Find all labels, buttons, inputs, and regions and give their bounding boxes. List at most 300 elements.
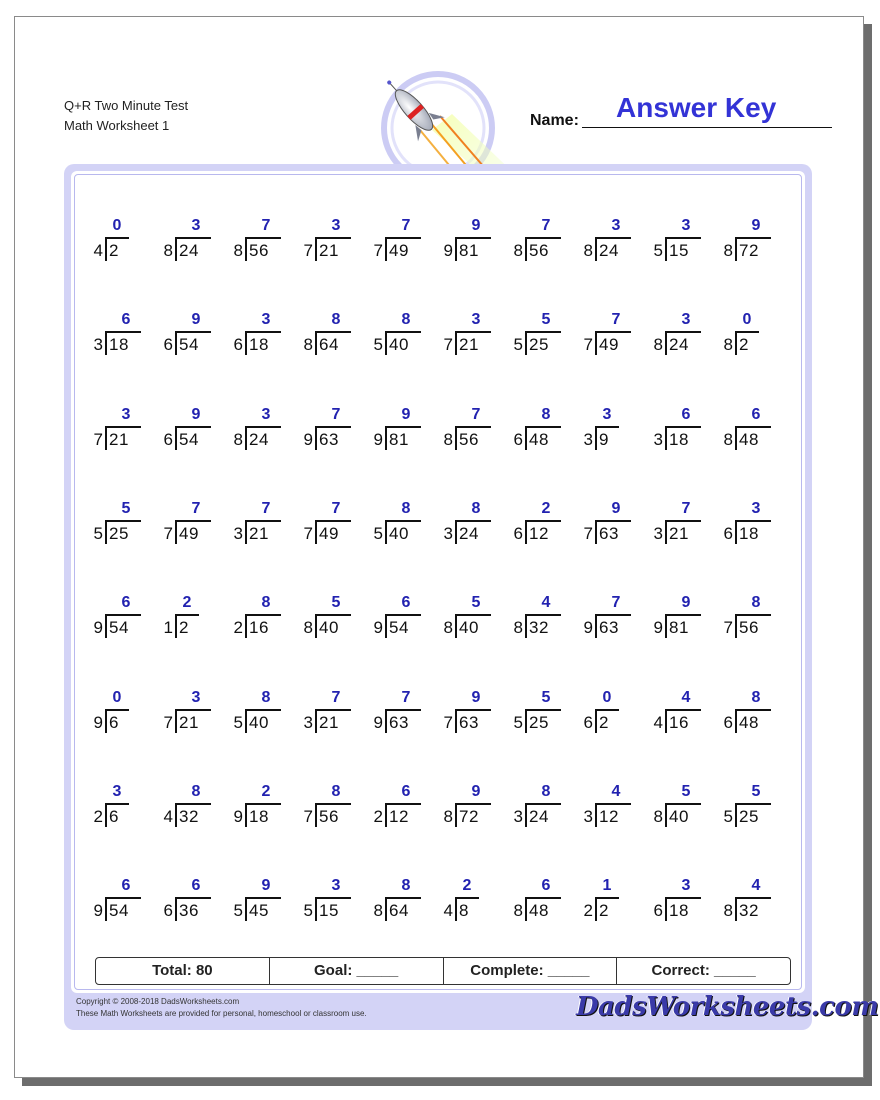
divisor: 7 — [373, 241, 383, 260]
dividend: 49 — [599, 335, 619, 355]
dividend: 63 — [599, 523, 619, 543]
copyright — [76, 996, 367, 1020]
division-problem — [299, 877, 369, 927]
divisor: 3 — [583, 806, 593, 826]
division-problem — [649, 594, 719, 644]
divisor: 8 — [513, 618, 523, 638]
quotient-answer: 0 — [742, 311, 752, 329]
dividend: 54 — [109, 618, 129, 638]
division-problem — [439, 311, 509, 361]
divisor: 7 — [93, 429, 103, 449]
division-problem — [649, 783, 719, 833]
dividend: 24 — [179, 241, 199, 260]
dividend: 15 — [669, 241, 689, 260]
quotient-answer: 9 — [751, 217, 761, 234]
division-problem — [89, 217, 159, 267]
quotient-answer: 9 — [261, 877, 271, 895]
divisor: 8 — [653, 806, 663, 826]
divisor: 9 — [93, 712, 103, 732]
dividend: 18 — [739, 523, 759, 543]
divisor: 5 — [723, 806, 733, 826]
quotient-answer: 5 — [541, 311, 551, 329]
division-problem — [579, 877, 649, 927]
quotient-answer: 6 — [121, 311, 131, 329]
divisor: 3 — [513, 806, 523, 826]
divisor: 2 — [233, 618, 243, 638]
quotient-answer: 7 — [401, 217, 411, 234]
dividend: 24 — [669, 335, 689, 355]
divisor: 5 — [513, 712, 523, 732]
problem-area — [71, 171, 805, 993]
dividend: 48 — [739, 429, 759, 449]
division-problem — [369, 500, 439, 550]
name-underline — [582, 127, 832, 128]
division-problem — [229, 783, 299, 833]
dividend: 48 — [529, 901, 549, 921]
division-problem — [719, 783, 789, 833]
quotient-answer: 3 — [602, 405, 612, 423]
dividend: 18 — [669, 901, 689, 921]
divisor: 9 — [373, 618, 383, 638]
problem-grid — [71, 171, 805, 993]
quotient-answer: 7 — [331, 499, 341, 517]
division-problem — [439, 217, 509, 267]
quotient-answer: 6 — [121, 877, 131, 895]
quotient-answer: 8 — [261, 594, 271, 612]
divisor: 6 — [653, 901, 663, 921]
dividend: 32 — [739, 901, 759, 921]
divisor: 7 — [303, 241, 313, 260]
quotient-answer: 4 — [541, 594, 551, 612]
dividend: 72 — [739, 241, 759, 260]
divisor: 8 — [163, 241, 173, 260]
brand-logo: DadsWorksheets.com — [576, 992, 879, 1022]
dividend: 64 — [389, 901, 409, 921]
quotient-answer: 9 — [681, 594, 691, 612]
dividend: 21 — [109, 429, 129, 449]
dividend: 8 — [459, 901, 469, 921]
divisor: 3 — [443, 523, 453, 543]
quotient-answer: 8 — [331, 782, 341, 800]
divisor: 5 — [513, 335, 523, 355]
division-problem — [299, 689, 369, 739]
division-problem — [579, 689, 649, 739]
division-problem — [159, 594, 229, 644]
divisor: 8 — [723, 335, 733, 355]
dividend: 12 — [529, 523, 549, 543]
score-correct[interactable]: Correct: _____ — [651, 962, 756, 979]
dividend: 54 — [389, 618, 409, 638]
dividend: 49 — [319, 523, 339, 543]
dividend: 16 — [669, 712, 689, 732]
division-problem — [299, 311, 369, 361]
divisor: 9 — [303, 429, 313, 449]
division-problem — [369, 594, 439, 644]
score-total: Total: 80 — [96, 958, 270, 984]
quotient-answer: 3 — [331, 877, 341, 895]
division-problem — [299, 500, 369, 550]
dividend: 63 — [459, 712, 479, 732]
divisor: 7 — [303, 523, 313, 543]
dividend: 40 — [459, 618, 479, 638]
divisor: 5 — [653, 241, 663, 260]
quotient-answer: 0 — [112, 217, 122, 234]
quotient-answer: 3 — [331, 217, 341, 234]
divisor: 6 — [233, 335, 243, 355]
dividend: 81 — [669, 618, 689, 638]
title-line-1: Q+R Two Minute Test — [64, 98, 189, 113]
division-problem — [229, 311, 299, 361]
quotient-answer: 9 — [471, 688, 481, 706]
dividend: 18 — [109, 335, 129, 355]
quotient-answer: 1 — [602, 877, 612, 895]
divisor: 8 — [233, 429, 243, 449]
division-problem — [649, 217, 719, 267]
quotient-answer: 0 — [602, 688, 612, 706]
quotient-answer: 8 — [401, 499, 411, 517]
dividend: 56 — [459, 429, 479, 449]
dividend: 63 — [319, 429, 339, 449]
division-problem — [719, 217, 789, 267]
quotient-answer: 0 — [112, 688, 122, 706]
divisor: 5 — [233, 712, 243, 732]
usage-notice: These Math Worksheets are provided for personal, homeschool or classroom use. — [76, 1009, 367, 1018]
quotient-answer: 9 — [611, 499, 621, 517]
division-problem — [159, 689, 229, 739]
quotient-answer: 5 — [331, 594, 341, 612]
quotient-answer: 7 — [611, 594, 621, 612]
division-problem — [229, 689, 299, 739]
quotient-answer: 9 — [191, 405, 201, 423]
quotient-answer: 8 — [751, 594, 761, 612]
divisor: 8 — [653, 335, 663, 355]
divisor: 4 — [443, 901, 453, 921]
division-problem — [369, 689, 439, 739]
divisor: 4 — [653, 712, 663, 732]
quotient-answer: 2 — [541, 499, 551, 517]
score-goal[interactable]: Goal: _____ — [270, 958, 444, 984]
dividend: 21 — [249, 523, 269, 543]
divisor: 3 — [653, 523, 663, 543]
quotient-answer: 6 — [401, 594, 411, 612]
division-problem — [439, 594, 509, 644]
quotient-answer: 3 — [191, 217, 201, 234]
quotient-answer: 3 — [681, 311, 691, 329]
quotient-answer: 3 — [751, 499, 761, 517]
quotient-answer: 6 — [401, 782, 411, 800]
quotient-answer: 3 — [611, 217, 621, 234]
quotient-answer: 3 — [191, 688, 201, 706]
dividend: 48 — [529, 429, 549, 449]
divisor: 2 — [373, 806, 383, 826]
division-problem — [439, 500, 509, 550]
quotient-answer: 4 — [611, 782, 621, 800]
dividend: 40 — [669, 806, 689, 826]
divisor: 2 — [583, 901, 593, 921]
quotient-answer: 7 — [261, 499, 271, 517]
division-problem — [509, 500, 579, 550]
division-problem — [649, 311, 719, 361]
quotient-answer: 8 — [401, 311, 411, 329]
dividend: 18 — [249, 335, 269, 355]
divisor: 3 — [93, 335, 103, 355]
dividend: 54 — [179, 335, 199, 355]
division-problem — [719, 689, 789, 739]
divisor: 6 — [723, 523, 733, 543]
division-problem — [299, 406, 369, 456]
divisor: 8 — [443, 429, 453, 449]
quotient-answer: 3 — [261, 405, 271, 423]
quotient-answer: 7 — [471, 405, 481, 423]
quotient-answer: 6 — [191, 877, 201, 895]
divisor: 5 — [373, 335, 383, 355]
quotient-answer: 8 — [471, 499, 481, 517]
dividend: 72 — [459, 806, 479, 826]
divisor: 7 — [583, 335, 593, 355]
quotient-answer: 8 — [331, 311, 341, 329]
division-problem — [89, 689, 159, 739]
divisor: 3 — [233, 523, 243, 543]
quotient-answer: 3 — [121, 405, 131, 423]
divisor: 8 — [513, 241, 523, 260]
dividend: 40 — [389, 523, 409, 543]
problem-frame — [64, 164, 879, 1030]
dividend: 18 — [249, 806, 269, 826]
dividend: 24 — [249, 429, 269, 449]
quotient-answer: 8 — [541, 782, 551, 800]
dividend: 40 — [389, 335, 409, 355]
divisor: 7 — [583, 523, 593, 543]
division-problem — [299, 594, 369, 644]
dividend: 24 — [459, 523, 479, 543]
division-problem — [719, 406, 789, 456]
division-problem — [229, 217, 299, 267]
dividend: 6 — [109, 712, 119, 732]
division-problem — [89, 783, 159, 833]
title-line-2: Math Worksheet 1 — [64, 118, 170, 133]
divisor: 3 — [303, 712, 313, 732]
quotient-answer: 8 — [261, 688, 271, 706]
division-problem — [649, 689, 719, 739]
quotient-answer: 7 — [191, 499, 201, 517]
divisor: 2 — [93, 806, 103, 826]
quotient-answer: 7 — [331, 688, 341, 706]
divisor: 3 — [583, 429, 593, 449]
divisor: 4 — [163, 806, 173, 826]
division-problem — [719, 877, 789, 927]
worksheet-title — [64, 96, 188, 136]
dividend: 21 — [459, 335, 479, 355]
dividend: 2 — [179, 618, 189, 638]
division-problem — [159, 500, 229, 550]
divisor: 8 — [723, 901, 733, 921]
division-problem — [719, 311, 789, 361]
division-problem — [229, 406, 299, 456]
dividend: 40 — [249, 712, 269, 732]
division-problem — [579, 783, 649, 833]
divisor: 3 — [653, 429, 663, 449]
division-problem — [369, 311, 439, 361]
dividend: 25 — [739, 806, 759, 826]
quotient-answer: 6 — [751, 405, 761, 423]
division-problem — [579, 594, 649, 644]
divisor: 8 — [723, 429, 733, 449]
divisor: 8 — [373, 901, 383, 921]
quotient-answer: 3 — [261, 311, 271, 329]
quotient-answer: 6 — [121, 594, 131, 612]
name-label: Name: — [530, 112, 579, 129]
division-problem — [719, 594, 789, 644]
dividend: 12 — [599, 806, 619, 826]
dividend: 21 — [319, 712, 339, 732]
division-problem — [369, 406, 439, 456]
division-problem — [509, 594, 579, 644]
divisor: 8 — [233, 241, 243, 260]
quotient-answer: 2 — [261, 782, 271, 800]
divisor: 9 — [373, 712, 383, 732]
quotient-answer: 2 — [462, 877, 472, 895]
dividend: 25 — [529, 335, 549, 355]
division-problem — [509, 783, 579, 833]
quotient-answer: 9 — [471, 217, 481, 234]
quotient-answer: 3 — [681, 217, 691, 234]
division-problem — [649, 406, 719, 456]
division-problem — [579, 406, 649, 456]
division-problem — [579, 217, 649, 267]
division-problem — [369, 877, 439, 927]
division-problem — [719, 500, 789, 550]
divisor: 7 — [303, 806, 313, 826]
quotient-answer: 9 — [191, 311, 201, 329]
divisor: 8 — [303, 618, 313, 638]
division-problem — [159, 217, 229, 267]
dividend: 81 — [459, 241, 479, 260]
dividend: 45 — [249, 901, 269, 921]
dividend: 63 — [599, 618, 619, 638]
division-problem — [229, 594, 299, 644]
dividend: 63 — [389, 712, 409, 732]
division-problem — [579, 311, 649, 361]
quotient-answer: 4 — [751, 877, 761, 895]
dividend: 2 — [599, 712, 609, 732]
dividend: 49 — [389, 241, 409, 260]
divisor: 8 — [303, 335, 313, 355]
dividend: 25 — [529, 712, 549, 732]
dividend: 48 — [739, 712, 759, 732]
dividend: 32 — [529, 618, 549, 638]
quotient-answer: 3 — [471, 311, 481, 329]
division-problem — [159, 311, 229, 361]
quotient-answer: 7 — [681, 499, 691, 517]
division-problem — [369, 217, 439, 267]
quotient-answer: 8 — [401, 877, 411, 895]
divisor: 7 — [723, 618, 733, 638]
divisor: 4 — [93, 241, 103, 260]
divisor: 6 — [163, 901, 173, 921]
division-problem — [89, 311, 159, 361]
divisor: 6 — [723, 712, 733, 732]
divisor: 9 — [443, 241, 453, 260]
divisor: 8 — [583, 241, 593, 260]
dividend: 32 — [179, 806, 199, 826]
division-problem — [439, 877, 509, 927]
divisor: 8 — [513, 901, 523, 921]
quotient-answer: 6 — [541, 877, 551, 895]
dividend: 21 — [669, 523, 689, 543]
divisor: 6 — [163, 335, 173, 355]
division-problem — [89, 594, 159, 644]
division-problem — [649, 877, 719, 927]
divisor: 7 — [443, 712, 453, 732]
division-problem — [509, 689, 579, 739]
division-problem — [509, 406, 579, 456]
divisor: 8 — [723, 241, 733, 260]
dividend: 36 — [179, 901, 199, 921]
quotient-answer: 7 — [541, 217, 551, 234]
quotient-answer: 9 — [471, 782, 481, 800]
divisor: 1 — [163, 618, 173, 638]
quotient-answer: 5 — [471, 594, 481, 612]
division-problem — [159, 783, 229, 833]
dividend: 6 — [109, 806, 119, 826]
division-problem — [159, 406, 229, 456]
divisor: 9 — [93, 901, 103, 921]
divisor: 5 — [373, 523, 383, 543]
division-problem — [89, 877, 159, 927]
quotient-answer: 8 — [191, 782, 201, 800]
division-problem — [229, 500, 299, 550]
division-problem — [89, 406, 159, 456]
quotient-answer: 7 — [331, 405, 341, 423]
dividend: 18 — [669, 429, 689, 449]
divisor: 5 — [233, 901, 243, 921]
dividend: 81 — [389, 429, 409, 449]
division-problem — [439, 406, 509, 456]
divisor: 7 — [163, 712, 173, 732]
division-problem — [229, 877, 299, 927]
divisor: 6 — [513, 429, 523, 449]
score-bar — [95, 957, 791, 985]
dividend: 40 — [319, 618, 339, 638]
divisor: 8 — [443, 618, 453, 638]
score-complete[interactable]: Complete: _____ — [444, 958, 618, 984]
quotient-answer: 5 — [681, 782, 691, 800]
quotient-answer: 8 — [751, 688, 761, 706]
dividend: 21 — [319, 241, 339, 260]
division-problem — [579, 500, 649, 550]
dividend: 56 — [249, 241, 269, 260]
divisor: 9 — [583, 618, 593, 638]
dividend: 24 — [599, 241, 619, 260]
dividend: 12 — [389, 806, 409, 826]
dividend: 2 — [109, 241, 119, 260]
division-problem — [299, 783, 369, 833]
division-problem — [159, 877, 229, 927]
quotient-answer: 5 — [751, 782, 761, 800]
dividend: 49 — [179, 523, 199, 543]
divisor: 9 — [653, 618, 663, 638]
quotient-answer: 2 — [182, 594, 192, 612]
divisor: 9 — [93, 618, 103, 638]
dividend: 25 — [109, 523, 129, 543]
dividend: 64 — [319, 335, 339, 355]
quotient-answer: 5 — [541, 688, 551, 706]
dividend: 54 — [109, 901, 129, 921]
quotient-answer: 7 — [261, 217, 271, 234]
copyright-line: Copyright © 2008-2018 DadsWorksheets.com — [76, 997, 240, 1006]
quotient-answer: 7 — [611, 311, 621, 329]
division-problem — [439, 783, 509, 833]
